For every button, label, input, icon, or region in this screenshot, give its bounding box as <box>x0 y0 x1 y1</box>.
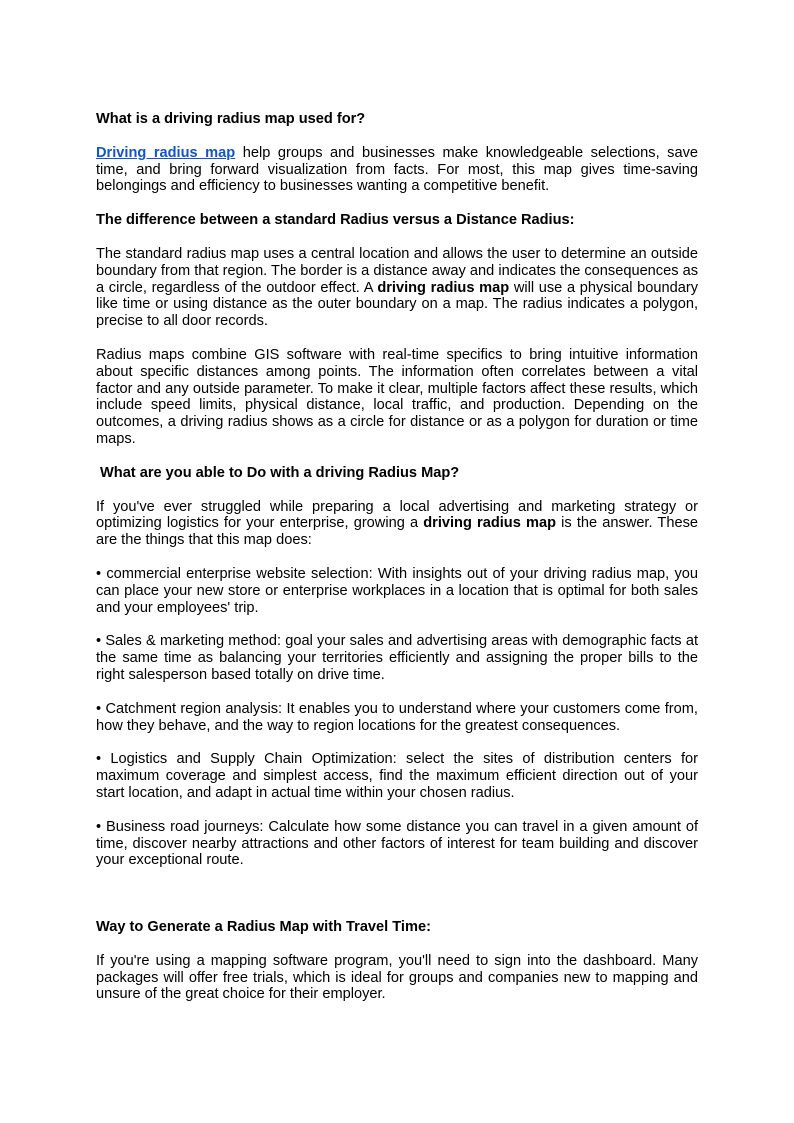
heading-radius-difference: The difference between a standard Radius versus a Distance Radius: <box>96 212 575 229</box>
bullet-item: • Catchment region analysis: It enables you to understand where your customers come from, how they behave, and the way to region locations for the greatest consequences. <box>96 700 698 734</box>
heading-driving-radius-use: What is a driving radius map used for? <box>96 111 366 127</box>
paragraph-standard-radius-text-a: The standard radius map uses a central location and allows the user to determine an outside boundary from that region. The border is a distance away and indicates the consequences as a circle, regardless of the outdoor effect. A <box>96 245 698 296</box>
paragraph-standard-radius <box>96 246 698 330</box>
paragraph-standard-radius-text-b: will use a physical boundary like time or using distance as the outer boundary on a map. The radius indicates a polygon, precise to all door records. <box>96 279 699 330</box>
heading-what-can-you-do: What are you able to Do with a driving Radius Map? <box>100 464 460 481</box>
bullet-item: • Business road journeys: Calculate how some distance you can travel in a given amount of time, discover nearby attractions and other factors of interest for team building and discover your exceptional route. <box>96 818 698 869</box>
driving-radius-map-link[interactable]: Driving radius map <box>96 144 236 161</box>
paragraph-mapping-software: If you're using a mapping software program, you'll need to sign into the dashboard. Many packages will offer free trials, which is ideal for groups and companies new to mapping and unsure of the great choice for their employer. <box>96 952 698 1003</box>
paragraph-struggled-text-b: is the answer. These are the things that this map does: <box>96 515 698 549</box>
paragraph-struggled-text-a: If you've ever struggled while preparing a local advertising and marketing strategy or optimizing logistics for your enterprise, growing a <box>96 498 698 532</box>
bullet-item: • Sales & marketing method: goal your sales and advertising areas with demographic facts at the same time as balancing your territories efficiently and assigning the proper bills to the right salesperson based totally on drive time. <box>96 633 698 683</box>
paragraph-radius-maps-gis: Radius maps combine GIS software with real-time specifics to bring intuitive information about specific distances among points. The information often correlates between a vital factor and any outside parameter. To make it clear, multiple factors affect these results, which include speed limits, physical distance, local traffic, and production. Depending on the outcomes, a driving radius shows as a circle for distance or as a polygon for duration or time maps. <box>96 346 698 447</box>
paragraph-intro-text: help groups and businesses make knowledgeable selections, save time, and bring forward visualization from facts. For most, this map gives time-saving belongings and efficiency to businesses wanting a competitive benefit. <box>96 144 699 195</box>
paragraph-struggled <box>96 499 698 549</box>
paragraph-intro <box>96 145 698 195</box>
document-page <box>96 111 698 1003</box>
driving-radius-map-bold-2: driving radius map <box>423 515 556 532</box>
bullet-item: • commercial enterprise website selection: With insights out of your driving radius map, you can place your new store or enterprise workplaces in a location that is optimal for both sales and your employees' trip. <box>96 565 698 616</box>
bullet-item: • Logistics and Supply Chain Optimization: select the sites of distribution centers for maximum coverage and simplest access, find the maximum efficient direction out of your start location, and adapt in actual time within your chosen radius. <box>96 751 698 801</box>
heading-generate-radius-map: Way to Generate a Radius Map with Travel Time: <box>96 919 431 936</box>
driving-radius-map-bold: driving radius map <box>377 279 510 296</box>
